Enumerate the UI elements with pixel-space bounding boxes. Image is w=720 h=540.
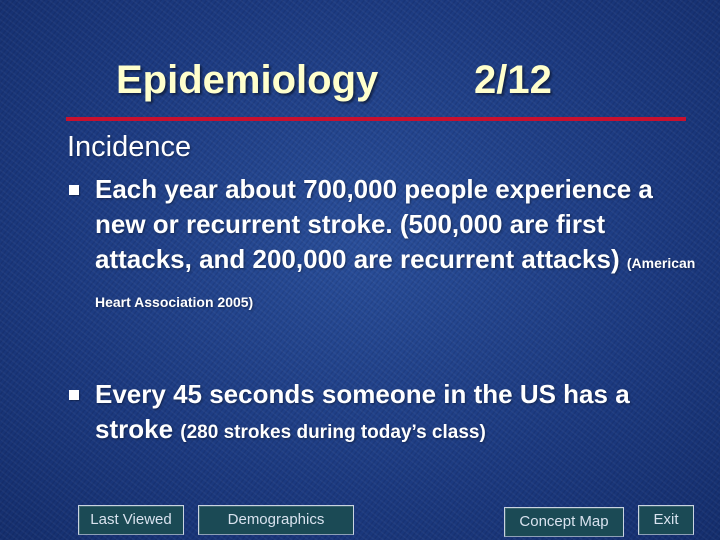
demographics-button[interactable]: Demographics bbox=[198, 505, 354, 535]
bullet-2-text: Every 45 seconds someone in the US has a stroke bbox=[95, 379, 630, 444]
bullet-2-aside: (280 strokes during today’s class) bbox=[180, 422, 486, 443]
bullet-square-icon bbox=[69, 185, 79, 195]
last-viewed-button[interactable]: Last Viewed bbox=[78, 505, 184, 535]
slide-title: Epidemiology bbox=[116, 58, 379, 102]
bullet-item-1 bbox=[95, 172, 705, 320]
slide-title-bar bbox=[0, 55, 720, 105]
title-divider bbox=[66, 117, 686, 121]
bullet-1-citation: (American Heart Association 2005) bbox=[95, 255, 696, 310]
concept-map-button[interactable]: Concept Map bbox=[504, 507, 624, 537]
bullet-item-2 bbox=[95, 377, 705, 450]
bullet-1-text: Each year about 700,000 people experience a new or recurrent stroke. (500,000 are first attacks, and 200,000 are recurrent attacks) bbox=[95, 174, 653, 274]
bullet-square-icon bbox=[69, 390, 79, 400]
section-heading: Incidence bbox=[67, 131, 192, 163]
exit-button[interactable]: Exit bbox=[638, 505, 694, 535]
slide-page-number: 2/12 bbox=[474, 58, 552, 102]
